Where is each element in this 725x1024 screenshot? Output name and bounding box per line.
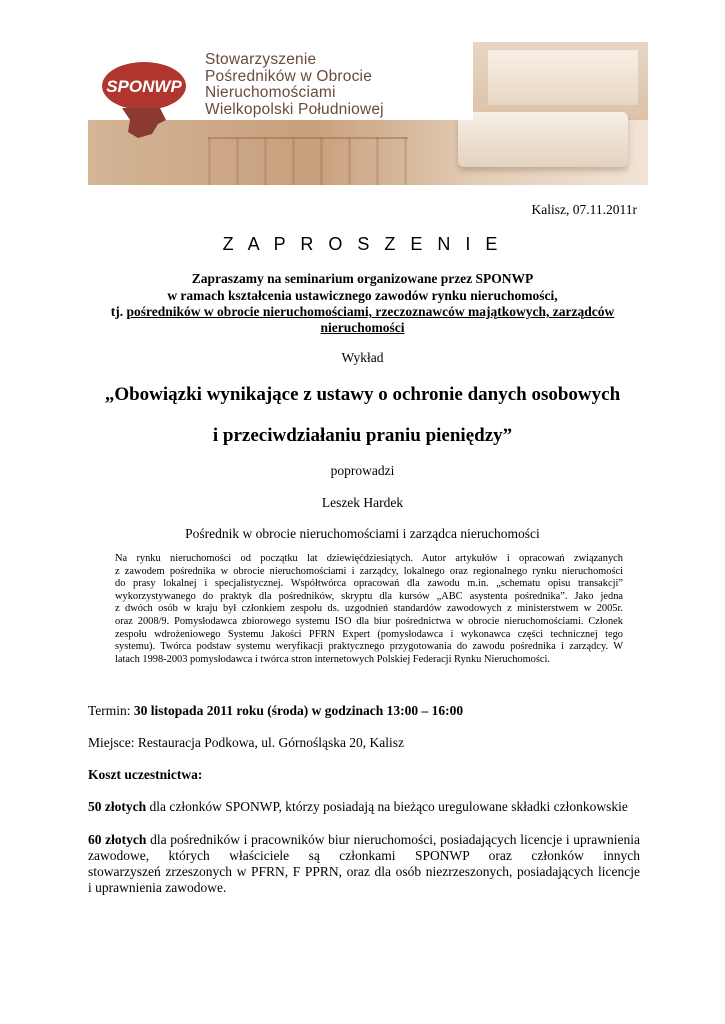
org-name-line: Pośredników w Obrocie [205,67,373,85]
document-title: Z A P R O S Z E N I E [222,234,503,254]
event-place: Miejsce: Restauracja Podkowa, ul. Górnośląska 20, Kalisz [88,735,405,750]
cost-others-line [88,832,640,848]
intro-line [0,320,725,336]
lecture-label: Wykład [341,350,384,365]
event-term [88,703,463,719]
cost-others-amount: 60 złotych [88,832,147,847]
bio-line: Na rynku nieruchomości od początku lat dziewięćdziesiątych. Autor artykułów i opracowań związanych [115,553,623,564]
lecture-title-line: i przeciwdziałaniu praniu pieniędzy” [212,425,513,446]
banner-window [488,50,638,105]
bio-line: latach 1998-2003 pomysłodawca i twórca stron internetowych Polskiej Federacji Rynku Nieruchomości. [115,653,551,665]
term-value: 30 listopada 2011 roku (środa) w godzinach 13:00 – 16:00 [133,703,464,718]
led-by-label: poprowadzi [330,463,395,478]
bio-line: zespołu wdrożeniowego Systemu Jakości PFRN Expert (pomysłodawca i wykonawca części technicznej tego [115,628,623,640]
speaker-role: Pośrednik w obrocie nieruchomościami i zarządca nieruchomości [185,526,540,541]
intro-prefix: tj. [110,304,127,319]
cost-members-text: dla członków SPONWP, którzy posiadają na bieżąco uregulowane składki członkowskie [146,799,628,814]
cost-heading: Koszt uczestnictwa: [88,767,203,782]
org-name-line: Stowarzyszenie [205,51,317,68]
bio-line: z zawodem pośrednika w obrocie nieruchomościami i zarządcy, lokalnego oraz regionalnego rynku nieruchomości [115,565,623,577]
intro-professions: pośredników w obrocie nieruchomościami, rzeczoznawców majątkowych, zarządców [126,304,615,319]
intro-line: w ramach kształcenia ustawicznego zawodów rynku nieruchomości, [167,288,558,303]
speaker-name: Leszek Hardek [321,495,404,510]
intro-line: Zapraszamy na seminarium organizowane przez SPONWP [191,271,534,286]
banner-arcade [208,137,408,185]
region-map-icon [100,50,188,140]
speaker-bio [115,553,623,666]
bio-line: oraz 2008/9. Pomysłodawca zbiorowego systemu ISO dla biur pośrednictwa w obrocie nieruchomościami. Członek [115,615,623,627]
lecture-title-line: „Obowiązki wynikające z ustawy o ochronie danych osobowych [104,384,621,405]
bio-line: do prasy lokalnej i specjalistycznej. Współtwórca opracowań dla zawodu m.in. „schematu opisu transakcji” [115,578,623,590]
intro-line [0,304,725,320]
bio-line: systemu). Twórca podstaw systemu weryfikacji praktycznego przygotowania do zawodu pośrednika i zarządcy. W [115,641,623,653]
cost-others [88,832,640,896]
cost-others-text: dla pośredników i pracowników biur nieruchomości, posiadających licencje i uprawnienia [146,832,640,847]
cost-members [88,799,628,815]
term-label: Termin: [88,703,134,718]
header-banner [88,42,648,185]
cost-others-line: zawodowe, których właściciele są członkami SPONWP oraz członków innych [88,848,640,863]
date-place: Kalisz, 07.11.2011r [531,202,637,217]
cost-others-line: i uprawnienia zawodowe. [88,880,227,895]
cost-members-amount: 50 złotych [88,799,147,814]
banner-sofa [458,112,628,167]
bio-line: wykorzystywanego do praktyk dla pośredników, skryptu dla kursów „ABC asystenta pośrednika”. Jako jedna [115,590,623,602]
logo-text: SPONWP [106,77,182,96]
org-name-line: Wielkopolski Południowej [205,100,384,118]
cost-others-line: stowarzyszeń zrzeszonych w PFRN, F PPRN, oraz dla osób niezrzeszonych, posiadających licencje [88,864,640,879]
bio-line: z dwóch osób w kraju był członkiem zespołu ds. uzgodnień standardów zawodowych z ministerstwem w 2005r. [115,603,623,615]
organization-name [205,52,384,118]
intro-professions-end: nieruchomości [320,320,405,335]
org-name-line: Nieruchomościami [205,84,336,101]
